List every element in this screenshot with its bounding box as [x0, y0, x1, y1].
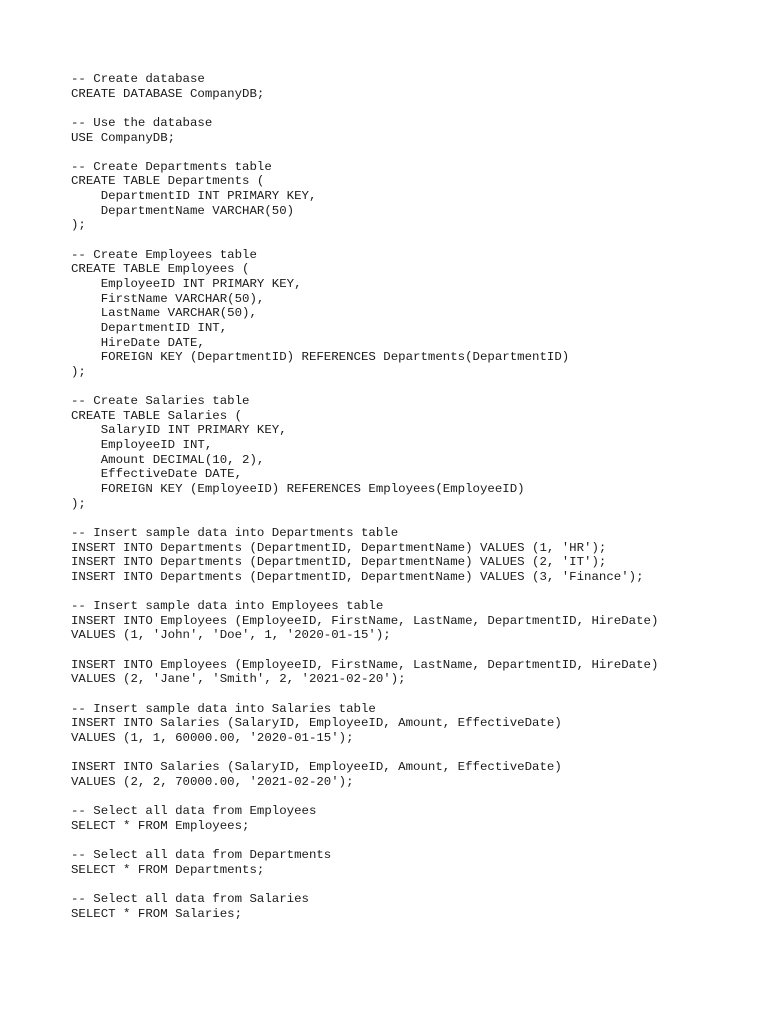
- comment-line: -- Create Employees table: [71, 247, 257, 262]
- comment-line: -- Create database: [71, 72, 205, 86]
- blank-line: [71, 511, 658, 526]
- comment-line: -- Select all data from Salaries: [71, 891, 309, 906]
- code-line: DepartmentID INT PRIMARY KEY,: [71, 189, 317, 204]
- code-line: VALUES (1, 1, 60000.00, '2020-01-15');: [71, 730, 354, 745]
- code-line: VALUES (2, 'Jane', 'Smith', 2, '2021-02-20');: [71, 672, 406, 687]
- code-line: HireDate DATE,: [71, 335, 205, 350]
- comment-line: -- Insert sample data into Departments table: [71, 525, 399, 540]
- code-line: CREATE TABLE Departments (: [71, 174, 265, 189]
- code-line: );: [71, 218, 86, 233]
- code-line: INSERT INTO Departments (DepartmentID, DepartmentName) VALUES (2, 'IT');: [71, 555, 607, 570]
- code-line: INSERT INTO Salaries (SalaryID, EmployeeID, Amount, EffectiveDate): [71, 760, 562, 775]
- code-line: FOREIGN KEY (DepartmentID) REFERENCES Departments(DepartmentID): [71, 350, 570, 365]
- comment-line: -- Create Departments table: [71, 159, 272, 174]
- code-line: SELECT * FROM Departments;: [71, 862, 265, 877]
- code-line: INSERT INTO Departments (DepartmentID, DepartmentName) VALUES (3, 'Finance');: [71, 569, 644, 584]
- code-line: LastName VARCHAR(50),: [71, 306, 257, 321]
- blank-line: [71, 145, 658, 160]
- code-line: FOREIGN KEY (EmployeeID) REFERENCES Employees(EmployeeID): [71, 481, 525, 496]
- code-line: SalaryID INT PRIMARY KEY,: [71, 423, 287, 438]
- blank-line: [71, 789, 658, 804]
- blank-line: [71, 379, 658, 394]
- sql-code-block: [71, 72, 658, 921]
- code-line: Amount DECIMAL(10, 2),: [71, 452, 265, 467]
- blank-line: [71, 687, 658, 702]
- code-line: );: [71, 364, 86, 379]
- comment-line: -- Select all data from Departments: [71, 847, 332, 862]
- code-line: CREATE TABLE Salaries (: [71, 408, 243, 423]
- comment-line: -- Create Salaries table: [71, 394, 250, 409]
- blank-line: [71, 643, 658, 658]
- comment-line: -- Select all data from Employees: [71, 804, 317, 819]
- code-line: CREATE DATABASE CompanyDB;: [71, 86, 265, 101]
- code-line: DepartmentID INT,: [71, 320, 228, 335]
- code-line: VALUES (2, 2, 70000.00, '2021-02-20');: [71, 774, 354, 789]
- code-line: SELECT * FROM Salaries;: [71, 906, 243, 921]
- code-line: INSERT INTO Employees (EmployeeID, FirstName, LastName, DepartmentID, HireDate): [71, 657, 659, 672]
- blank-line: [71, 745, 658, 760]
- blank-line: [71, 233, 658, 248]
- blank-line: [71, 584, 658, 599]
- code-line: SELECT * FROM Employees;: [71, 818, 250, 833]
- comment-line: -- Insert sample data into Salaries table: [71, 701, 376, 716]
- code-line: EffectiveDate DATE,: [71, 467, 243, 482]
- code-line: CREATE TABLE Employees (: [71, 262, 250, 277]
- comment-line: -- Use the database: [71, 115, 213, 130]
- comment-line: -- Insert sample data into Employees table: [71, 599, 384, 614]
- code-line: );: [71, 496, 86, 511]
- code-line: INSERT INTO Departments (DepartmentID, DepartmentName) VALUES (1, 'HR');: [71, 540, 607, 555]
- code-line: FirstName VARCHAR(50),: [71, 291, 265, 306]
- code-line: EmployeeID INT PRIMARY KEY,: [71, 276, 302, 291]
- blank-line: [71, 877, 658, 892]
- code-line: VALUES (1, 'John', 'Doe', 1, '2020-01-15');: [71, 628, 391, 643]
- code-line: USE CompanyDB;: [71, 130, 176, 145]
- code-line: INSERT INTO Salaries (SalaryID, EmployeeID, Amount, EffectiveDate): [71, 716, 562, 731]
- blank-line: [71, 101, 658, 116]
- code-line: DepartmentName VARCHAR(50): [71, 203, 295, 218]
- code-line: INSERT INTO Employees (EmployeeID, FirstName, LastName, DepartmentID, HireDate): [71, 613, 659, 628]
- blank-line: [71, 833, 658, 848]
- code-line: EmployeeID INT,: [71, 438, 213, 453]
